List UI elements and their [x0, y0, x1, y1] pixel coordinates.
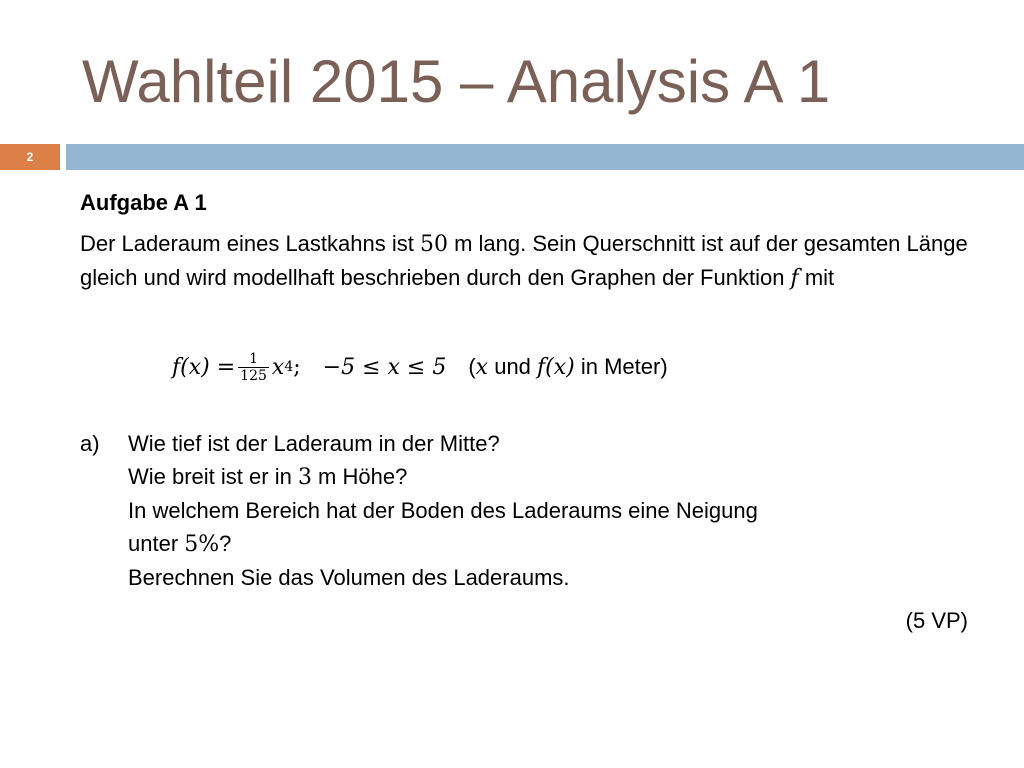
- intro-length: 50: [419, 232, 448, 257]
- intro-text-2: m lang. Sein Querschnitt ist auf der gesamten Länge gleich und wird modellhaft beschrieben durch den Graphen der Funktion: [80, 231, 968, 290]
- slide-title: Wahlteil 2015 – Analysis A 1: [82, 48, 831, 115]
- unit-paren-open: (: [468, 354, 476, 379]
- header-bar: [66, 144, 1024, 170]
- question-slope-percent: 5%: [184, 532, 220, 557]
- intro-text-1: Der Laderaum eines Lastkahns ist: [80, 231, 420, 256]
- question-slope-text-2: ?: [219, 531, 232, 556]
- fraction-numerator: 1: [249, 350, 258, 367]
- question-volume: Berechnen Sie das Volumen des Laderaums.: [128, 565, 570, 590]
- formula-exponent: 4: [284, 359, 294, 375]
- question-width: [128, 460, 980, 494]
- question-slope: In welchem Bereich hat der Boden des Laderaums eine Neigung: [128, 498, 758, 523]
- intro-text-3: mit: [798, 265, 835, 290]
- formula-fraction: [238, 351, 269, 384]
- unit-text: in Meter): [574, 354, 668, 379]
- formula-domain: −5 ≤ x ≤ 5: [322, 354, 447, 380]
- formula-variable: x: [271, 354, 285, 380]
- page-number: 2: [26, 150, 34, 164]
- question-width-text-1: Wie breit ist er in: [128, 464, 298, 489]
- task-intro: [80, 227, 970, 295]
- formula-semicolon: ;: [293, 354, 301, 380]
- page-number-badge: [0, 144, 60, 170]
- question-slope-continued: [128, 527, 980, 561]
- function-definition: [172, 340, 668, 394]
- unit-und: und: [488, 354, 538, 379]
- task-heading: Aufgabe A 1: [80, 190, 207, 215]
- intro-function-name: f: [790, 266, 799, 291]
- question-depth: Wie tief ist der Laderaum in der Mitte?: [128, 431, 500, 456]
- question-width-height: 3: [297, 465, 312, 490]
- points-label: (5 VP): [905, 608, 968, 633]
- question-slope-text-1: unter: [128, 531, 185, 556]
- formula-lhs: f(x) =: [172, 354, 236, 380]
- unit-x-variable: x: [475, 354, 489, 380]
- task-content: [80, 186, 980, 295]
- question-width-text-2: m Höhe?: [311, 464, 408, 489]
- unit-fx: f(x): [537, 354, 575, 380]
- part-a-label: a): [80, 431, 100, 456]
- part-a: [80, 427, 980, 594]
- part-a-questions: [128, 427, 980, 594]
- fraction-denominator: 125: [240, 367, 267, 384]
